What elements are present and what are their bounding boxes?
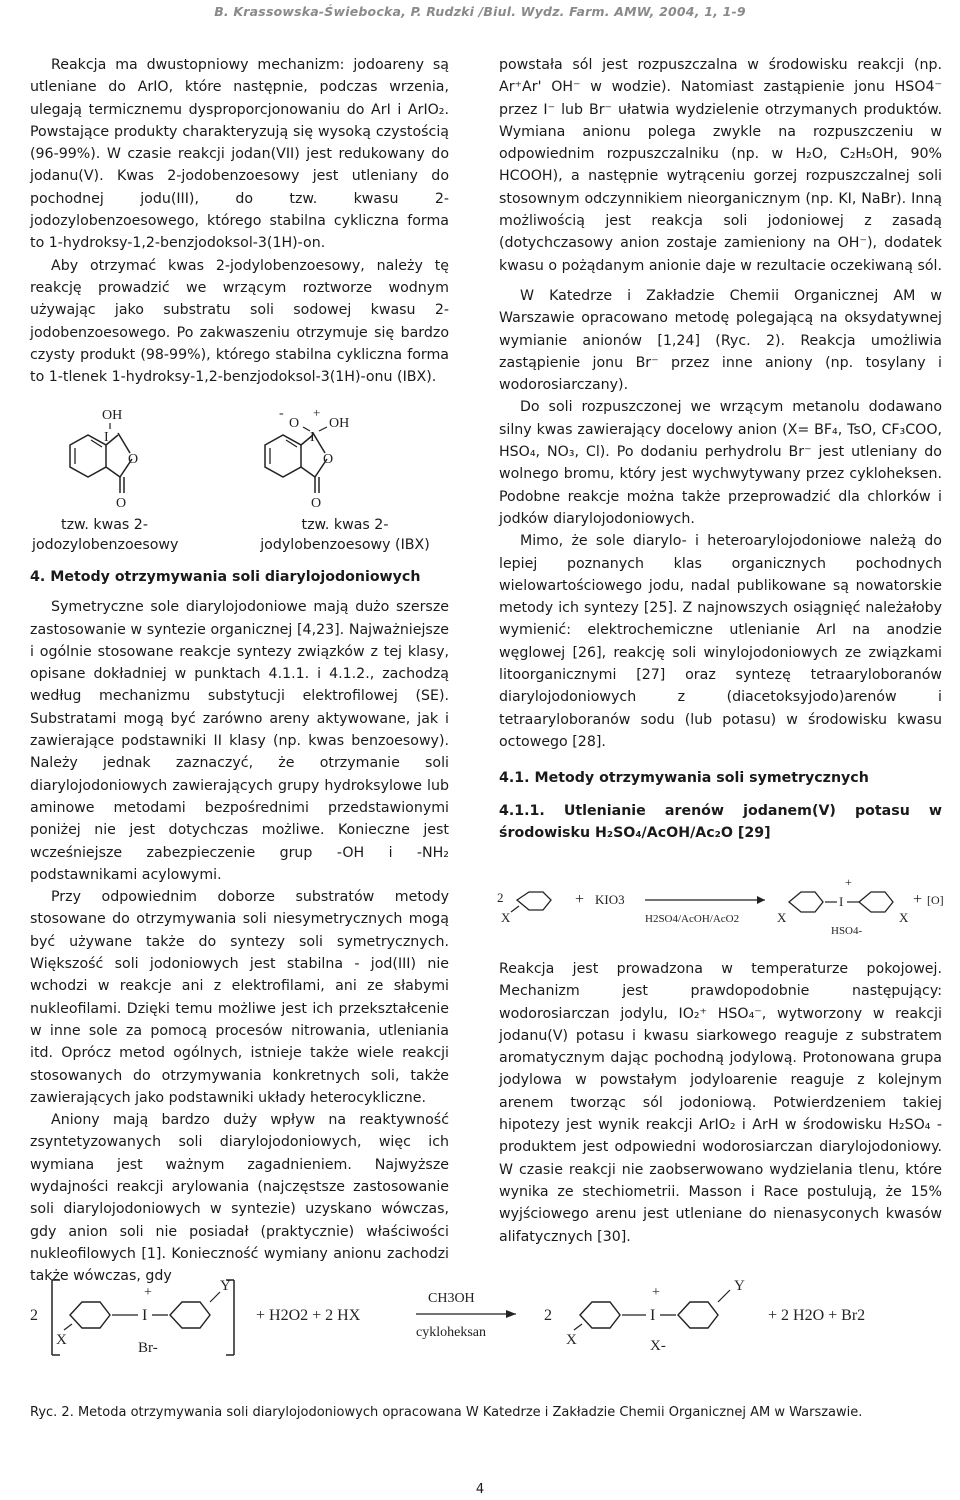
svg-text:I: I: [104, 430, 109, 445]
svg-text:Y: Y: [734, 1278, 745, 1294]
running-header: B. Krassowska-Świebocka, P. Rudzki /Biul. Wydz. Farm. AMW, 2004, 1, 1-9: [214, 4, 746, 19]
svg-text:I: I: [142, 1307, 148, 1324]
svg-text:I: I: [839, 894, 844, 909]
svg-text:+: +: [652, 1285, 660, 1300]
paragraph: Przy odpowiednim doborze substratów metody stosowane do otrzymywania soli niesymetrycznych mogą być używane także do syntezy soli symetrycznych. Większość soli jodoniowych jest stabilna - jod(III) nie wchodzi w reakcje ani z elektrofilami, ani ze słabymi nukleofilami. Dzięki temu możliwe jest ich przekształcenie w inne sole za pomocą procesów nitrowania, utleniania itd. Oprócz metod ogólnych, istnieje także wiele reakcji stosowanych do otrzymywania konkretnych soli, także zawierających jako podstawniki układy heterocykliczne.: [30, 889, 449, 1106]
svg-text:+: +: [845, 875, 852, 889]
svg-text:OH: OH: [102, 408, 123, 423]
coefficient: 2: [497, 890, 504, 905]
left-column-lower: [30, 566, 449, 1288]
paragraph: W Katedrze i Zakładzie Chemii Organicznej AM w Warszawie opracowano metodę polegającą na oksydatywnej wymianie anionów [1,24] (Ryc. 2). Reakcja umożliwia zastąpienie jonu Br⁻ przez inne aniony (np. tosylany i wodorosiarczany).: [499, 287, 942, 394]
paragraph: Reakcja jest prowadzona w temperaturze pokojowej. Mechanizm jest prawdopodobnie następujący: wodorosiarczan jodylu, IO₂⁺ HSO₄⁻, wytworzony w reakcji jodanu(V) potasu i kwasu siarkowego reaguje z substratem aromatycznym dając pochodną jodylową. Protonowana grupa jodylowa w powstałym jodyloarenie reaguje z kolejnym arenem tworząc sól jodoniową. Potwierdzeniem takiej hipotezy jest wynik reakcji ArIO₂ i ArH w środowisku H₂SO₄ - produktem jest odpowiedni wodorosiarczan diarylojodoniowy. W czasie reakcji nie zaobserwowano wydzielania tlenu, które wynika ze stechiometrii. Masson i Race postulują, że 15% wyjściowego arenu jest utleniane do nienasyconych kwasów alifatycznych [30].: [499, 961, 942, 1245]
paragraph: Aby otrzymać kwas 2-jodylobenzoesowy, należy tę reakcję prowadzić we wrzącym roztworze wodnym używając jako substratu soli sodowej kwasu 2-jodobenzoesowego. Po zakwaszeniu otrzymuje się bardzo czysty produkt (98-99%), którego stabilna cykliczna forma to 1-tlenek 1-hydroksy-1,2-benzjodoksol-3(1H)-onu (IBX).: [30, 257, 449, 386]
svg-text:+: +: [144, 1285, 152, 1300]
svg-text:X: X: [777, 910, 787, 925]
paragraph: Aniony mają bardzo duży wpływ na reaktywność zsyntetyzowanych soli diarylojodoniowych, więc ich wymiana jest ważnym zagadnieniem. Najwyższe wydajności reakcji arylowania (najczęstsze zastosowanie soli diarylojodoniowych w syntezie) uzyskano wówczas, gdy anion soli nie posiadał (praktycznie) właściwości nukleofilowych [1]. Konieczność wymiany anionu zachodzi także wówczas, gdy: [30, 1112, 449, 1285]
svg-text:Br-: Br-: [138, 1340, 158, 1356]
paragraph: Do soli rozpuszczonej we wrzącym metanolu dodawano silny kwas zawierający docelowy anion (X= BF₄, TsO, CF₃COO, HSO₄, NO₃, Cl). Po dodaniu perhydrolu Br⁻ jest utleniany do wolnego bromu, który jest wychwytywany przez cykloheksen. Podobne reakcje można także przeprowadzić dla chlorków i jodków diarylojodoniowych.: [499, 399, 942, 527]
svg-text:Y: Y: [220, 1278, 231, 1294]
paragraph: powstała sól jest rozpuszczalna w środowisku reakcji (np. Ar⁺Ar' OH⁻ w wodzie). Natomiast zastąpienie jonu HSO4⁻ przez I⁻ lub Br⁻ ułatwia wydzielenie otrzymanych produktów. Wymiana anionu polega zwykle na rozpuszczeniu w odpowiednim rozpuszczalniku (np. w H₂O, C₂H₅OH, 90% HCOOH), a następnie wytrąceniu gorzej rozpuszczalnej soli stosownym odczynnikiem nieorganicznym (np. KI, NaBr). Inną możliwością jest reakcja soli jodoniowej z zasadą (dotychczasowy anion zostaje zamieniony na OH⁻), dodatek kwasu o pożądanym anionie daje w rezultacie oczekiwaną sól.: [499, 57, 943, 274]
right-column-lower: [499, 958, 942, 1248]
section-heading: 4.1.1. Utlenianie arenów jodanem(V) potasu w środowisku H₂SO₄/AcOH/Ac₂O [29]: [499, 802, 942, 841]
svg-text:O: O: [311, 496, 322, 511]
figure-caption: Ryc. 2. Metoda otrzymywania soli diarylojodoniowych opracowana W Katedrze i Zakładzie Chemii Organicznej AM w Warszawie.: [30, 1405, 863, 1420]
section-heading: 4.1. Metody otrzymywania soli symetrycznych: [499, 770, 869, 787]
right-column: [499, 54, 942, 844]
svg-text:+ H2O2 + 2 HX: + H2O2 + 2 HX: [256, 1307, 361, 1324]
svg-text:X: X: [501, 910, 511, 925]
svg-text:[O]: [O]: [927, 893, 944, 907]
svg-text:HSO4-: HSO4-: [831, 925, 863, 937]
svg-text:O: O: [323, 452, 334, 467]
svg-text:+: +: [913, 891, 923, 908]
svg-text:I: I: [650, 1307, 656, 1324]
reaction-scheme-2: [20, 1270, 940, 1370]
structure-iodosobenzoic-acid: [40, 403, 180, 518]
svg-text:2: 2: [544, 1307, 552, 1324]
paragraph: Reakcja ma dwustopniowy mechanizm: jodoareny są utleniane do ArIO, które następnie, podczas wrzenia, ulegają termicznemu dysproporcjonowaniu do ArI i ArIO₂. Powstające produkty charakteryzują się wysoką czystością (96-99%). W czasie reakcji jodan(VII) jest redukowany do jodanu(V). Kwas 2-jodobenzoesowy jest utleniany do pochodnej jodu(III), do tzw. kwasu 2-jodozylobenzoesowego, którego stabilna cykliczna forma to 1-hydroksy-1,2-benzjodoksol-3(1H)-on.: [30, 57, 449, 252]
section-heading: 4. Metody otrzymywania soli diarylojodoniowych: [30, 569, 421, 585]
svg-text:+: +: [313, 405, 321, 420]
page-number: 4: [475, 1482, 485, 1497]
paragraph: Mimo, że sole diarylo- i heteroarylojodoniowe należą do lepiej poznanych klas organicznych pochodnych wielowartościowego jodu, nadal publikowane są nowatorskie metody ich syntezy [25]. Z najnowszych osiągnięć należałoby wymienić: elektrochemiczne utlenianie ArI na anodzie węglowej [26], reakcję soli winylojodoniowych ze związkami litoorganicznymi [27] oraz syntezę tetraaryloboranów diarylojodoniowych z (diacetoksyjodo)arenów i tetraaryloboranów sodu (lub potasu) w środowisku kwasu octowego [28].: [499, 533, 942, 750]
svg-text:KIO3: KIO3: [595, 892, 625, 907]
svg-text:CH3OH: CH3OH: [428, 1291, 475, 1306]
svg-text:O: O: [116, 496, 127, 511]
svg-text:2: 2: [30, 1307, 38, 1324]
svg-text:I: I: [310, 430, 315, 445]
structure-caption: tzw. kwas 2-jodylobenzoesowy (IBX): [260, 517, 430, 553]
structure-ibx: [255, 403, 415, 518]
svg-text:X-: X-: [650, 1338, 666, 1354]
svg-text:X: X: [566, 1332, 577, 1348]
svg-text:O: O: [128, 452, 139, 467]
svg-text:X: X: [899, 910, 909, 925]
svg-text:H2SO4/AcOH/AcO2: H2SO4/AcOH/AcO2: [645, 913, 740, 925]
svg-text:OH: OH: [329, 416, 350, 431]
left-column: [30, 54, 449, 388]
svg-text:cykloheksan: cykloheksan: [416, 1325, 486, 1340]
svg-text:O: O: [289, 416, 300, 431]
reaction-scheme-1: [495, 870, 945, 950]
svg-text:X: X: [56, 1332, 67, 1348]
svg-text:+ 2 H2O + Br2: + 2 H2O + Br2: [768, 1307, 866, 1324]
svg-text:+: +: [575, 891, 585, 908]
svg-text:-: -: [279, 406, 284, 421]
structure-caption: tzw. kwas 2-jodozylobenzoesowy: [32, 517, 179, 553]
paragraph: Symetryczne sole diarylojodoniowe mają dużo szersze zastosowanie w syntezie organicznej [4,23]. Najważniejsze i ogólnie stosowane reakcje syntezy związków z tej klasy, opisane dokładniej w punktach 4.1.1. i 4.1.2., zachodzą według mechanizmu substytucji elektrofilowej (SE). Substratami mogą być zarówno areny aktywowane, jak i zawierające podstawniki II klasy (np. kwas benzoesowy). Należy jednak zaznaczyć, że otrzymanie soli diarylojodoniowych zawierających grupy hydroksylowe lub aminowe metodami bezpośrednimi przedstawionymi poniżej nie jest dotychczas możliwe. Konieczne jest wcześniejsze zabezpieczenie grup -OH i -NH₂ podstawnikami acylowymi.: [30, 599, 449, 883]
